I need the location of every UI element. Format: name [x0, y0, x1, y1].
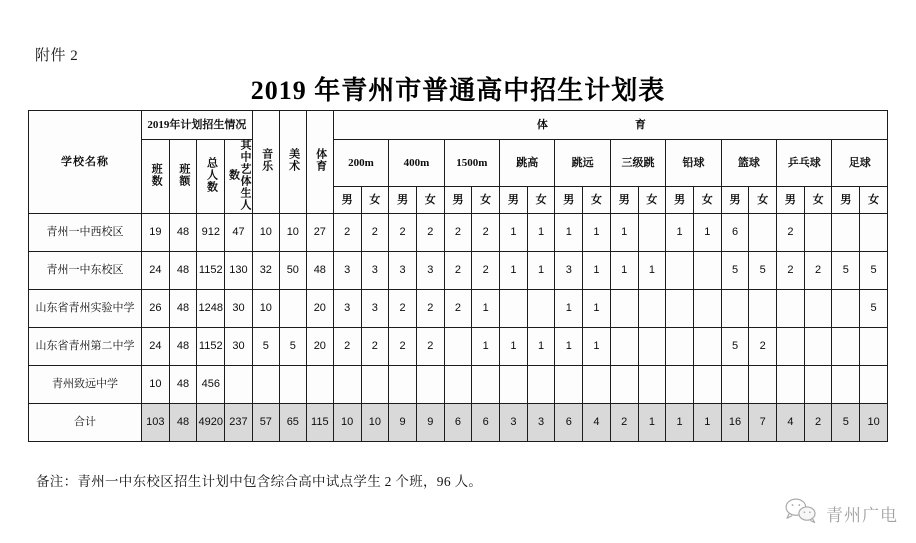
column-header-class-size-label: 班额	[177, 162, 190, 187]
sport-cell-18	[832, 214, 860, 252]
enrollment-plan-table-container	[28, 110, 888, 442]
column-header-sport-8: 乒乓球	[777, 140, 832, 187]
sport-cell-11	[638, 366, 666, 404]
total-students-cell: 912	[197, 214, 225, 252]
watermark	[784, 496, 898, 531]
column-header-sport-6-male: 男	[666, 187, 694, 214]
total-students-cell: 1152	[197, 252, 225, 290]
sport-cell-7: 1	[527, 328, 555, 366]
sport-cell-15	[749, 214, 777, 252]
sport-cell-9: 4	[583, 404, 611, 442]
sport-cell-8: 1	[555, 214, 583, 252]
column-header-sport-4-male: 男	[555, 187, 583, 214]
column-header-pe-label: 体育	[314, 148, 327, 173]
wechat-icon	[784, 496, 818, 531]
music-cell: 57	[252, 404, 279, 442]
column-header-art-sports-students	[225, 140, 253, 214]
sport-cell-18	[832, 366, 860, 404]
class-size-cell: 48	[169, 366, 197, 404]
art-sports-students-cell: 47	[225, 214, 253, 252]
column-header-sport-1: 400m	[389, 140, 444, 187]
pe-cell: 20	[306, 290, 333, 328]
classes-cell: 103	[142, 404, 170, 442]
sport-cell-8: 1	[555, 328, 583, 366]
column-header-sport-8-male: 男	[777, 187, 805, 214]
sport-cell-10: 1	[610, 252, 638, 290]
column-header-sport-3: 跳高	[500, 140, 555, 187]
sport-cell-18: 5	[832, 252, 860, 290]
sport-cell-9	[583, 366, 611, 404]
sport-cell-8: 6	[555, 404, 583, 442]
column-header-music-label: 音乐	[260, 148, 273, 173]
music-cell: 32	[252, 252, 279, 290]
sport-cell-9: 1	[583, 328, 611, 366]
sport-cell-19: 5	[860, 290, 888, 328]
column-header-sport-4: 跳远	[555, 140, 610, 187]
school-name-cell: 山东省青州实验中学	[29, 290, 142, 328]
sport-cell-2: 3	[389, 252, 417, 290]
sport-cell-13	[693, 252, 721, 290]
column-header-pe	[306, 111, 333, 214]
column-header-school-name: 学校名称	[29, 111, 142, 214]
sport-cell-16	[777, 328, 805, 366]
sport-cell-16: 4	[777, 404, 805, 442]
fine-art-cell: 5	[279, 328, 306, 366]
sport-cell-14	[721, 366, 749, 404]
sport-cell-10	[610, 290, 638, 328]
column-header-sport-9: 足球	[832, 140, 888, 187]
sport-cell-14	[721, 290, 749, 328]
column-header-sport-0-male: 男	[333, 187, 361, 214]
sport-cell-17: 2	[804, 252, 832, 290]
fine-art-cell	[279, 366, 306, 404]
column-header-fine-art-label: 美术	[287, 148, 300, 173]
total-students-cell: 1152	[197, 328, 225, 366]
footnote: 备注：青州一中东校区招生计划中包含综合高中试点学生 2 个班，96 人。	[36, 474, 483, 489]
watermark-label: 青州广电	[826, 506, 898, 525]
music-cell: 10	[252, 214, 279, 252]
column-header-sport-0-female: 女	[361, 187, 389, 214]
sport-cell-2: 9	[389, 404, 417, 442]
sport-cell-18: 5	[832, 404, 860, 442]
table-total-row	[29, 404, 888, 442]
sport-cell-5	[472, 366, 500, 404]
table-row	[29, 290, 888, 328]
sport-cell-2: 2	[389, 214, 417, 252]
column-header-sport-3-female: 女	[527, 187, 555, 214]
classes-cell: 19	[142, 214, 170, 252]
sport-cell-18	[832, 328, 860, 366]
sport-cell-19: 5	[860, 252, 888, 290]
sport-cell-12	[666, 328, 694, 366]
column-header-total-students	[197, 140, 225, 214]
sport-cell-8: 3	[555, 252, 583, 290]
sport-cell-10	[610, 328, 638, 366]
school-name-cell: 合计	[29, 404, 142, 442]
sport-cell-7	[527, 366, 555, 404]
sport-cell-7: 3	[527, 404, 555, 442]
art-sports-students-cell: 130	[225, 252, 253, 290]
total-students-cell: 4920	[197, 404, 225, 442]
sport-cell-1: 3	[361, 252, 389, 290]
classes-cell: 10	[142, 366, 170, 404]
table-row	[29, 214, 888, 252]
sport-cell-4: 2	[444, 214, 472, 252]
sport-cell-17	[804, 366, 832, 404]
column-header-sport-6: 铅球	[666, 140, 721, 187]
sport-cell-2	[389, 366, 417, 404]
sport-cell-12	[666, 252, 694, 290]
header-row-mid	[29, 140, 888, 187]
pe-cell: 48	[306, 252, 333, 290]
sport-cell-12	[666, 366, 694, 404]
column-header-sport-5: 三级跳	[610, 140, 665, 187]
sport-cell-9: 1	[583, 252, 611, 290]
fine-art-cell: 65	[279, 404, 306, 442]
table-row	[29, 328, 888, 366]
school-name-cell: 青州一中西校区	[29, 214, 142, 252]
sport-cell-5: 2	[472, 252, 500, 290]
sport-cell-4: 2	[444, 290, 472, 328]
art-sports-students-cell: 30	[225, 290, 253, 328]
sport-cell-19	[860, 328, 888, 366]
sport-cell-13: 1	[693, 214, 721, 252]
school-name-cell: 山东省青州第二中学	[29, 328, 142, 366]
music-cell	[252, 366, 279, 404]
sport-cell-12: 1	[666, 214, 694, 252]
sport-cell-0: 10	[333, 404, 361, 442]
class-size-cell: 48	[169, 252, 197, 290]
sport-cell-3	[416, 366, 444, 404]
classes-cell: 24	[142, 252, 170, 290]
column-header-art-sports-students-label: 其中艺体生人数	[227, 138, 251, 211]
column-header-sport-5-male: 男	[610, 187, 638, 214]
column-header-sport-7-male: 男	[721, 187, 749, 214]
column-header-sport-4-female: 女	[583, 187, 611, 214]
sport-cell-11: 1	[638, 252, 666, 290]
sport-cell-18	[832, 290, 860, 328]
classes-cell: 26	[142, 290, 170, 328]
sport-cell-14: 5	[721, 328, 749, 366]
fine-art-cell: 50	[279, 252, 306, 290]
sport-cell-16	[777, 290, 805, 328]
sport-cell-0: 2	[333, 328, 361, 366]
column-header-classes-label: 班数	[150, 162, 163, 187]
sport-cell-16: 2	[777, 252, 805, 290]
sport-cell-6: 1	[500, 328, 528, 366]
sport-cell-16: 2	[777, 214, 805, 252]
sport-cell-13	[693, 366, 721, 404]
music-cell: 10	[252, 290, 279, 328]
sport-cell-10: 1	[610, 214, 638, 252]
sport-cell-7	[527, 290, 555, 328]
sport-cell-5: 1	[472, 328, 500, 366]
column-header-class-size	[169, 140, 197, 214]
pe-cell	[306, 366, 333, 404]
sport-cell-1: 2	[361, 214, 389, 252]
sport-cell-11	[638, 214, 666, 252]
classes-cell: 24	[142, 328, 170, 366]
column-header-sport-2: 1500m	[444, 140, 499, 187]
class-size-cell: 48	[169, 404, 197, 442]
class-size-cell: 48	[169, 290, 197, 328]
sport-cell-6: 1	[500, 214, 528, 252]
sport-cell-3: 9	[416, 404, 444, 442]
sport-cell-13	[693, 290, 721, 328]
sport-cell-5: 2	[472, 214, 500, 252]
column-header-sport-8-female: 女	[804, 187, 832, 214]
sport-cell-0: 3	[333, 252, 361, 290]
sport-cell-13	[693, 328, 721, 366]
sport-cell-5: 1	[472, 290, 500, 328]
art-sports-students-cell	[225, 366, 253, 404]
column-header-sport-2-female: 女	[472, 187, 500, 214]
sport-cell-10	[610, 366, 638, 404]
art-sports-students-cell: 30	[225, 328, 253, 366]
sport-cell-19: 10	[860, 404, 888, 442]
column-header-sport-1-male: 男	[389, 187, 417, 214]
sport-cell-15	[749, 366, 777, 404]
table-row	[29, 252, 888, 290]
sport-cell-9: 1	[583, 214, 611, 252]
sport-cell-7: 1	[527, 252, 555, 290]
sport-cell-8	[555, 366, 583, 404]
sport-cell-0: 2	[333, 214, 361, 252]
sport-cell-17	[804, 214, 832, 252]
column-header-music	[252, 111, 279, 214]
sport-cell-11	[638, 290, 666, 328]
column-header-sport-0: 200m	[333, 140, 388, 187]
sport-cell-15	[749, 290, 777, 328]
class-size-cell: 48	[169, 214, 197, 252]
class-size-cell: 48	[169, 328, 197, 366]
sport-cell-1: 2	[361, 328, 389, 366]
sport-cell-14: 16	[721, 404, 749, 442]
sport-cell-6: 1	[500, 252, 528, 290]
sport-cell-3: 3	[416, 252, 444, 290]
sport-cell-4	[444, 366, 472, 404]
page-title: 2019 年青州市普通高中招生计划表	[250, 76, 666, 105]
sport-cell-16	[777, 366, 805, 404]
column-header-total-students-label: 总人数	[205, 156, 218, 193]
column-header-sport-3-male: 男	[500, 187, 528, 214]
column-header-sport-7: 篮球	[721, 140, 776, 187]
attachment-label: 附件 2	[35, 48, 79, 64]
table-header	[29, 111, 888, 214]
sport-cell-5: 6	[472, 404, 500, 442]
pe-cell: 27	[306, 214, 333, 252]
sport-cell-13: 1	[693, 404, 721, 442]
sport-cell-3: 2	[416, 214, 444, 252]
fine-art-cell	[279, 290, 306, 328]
school-name-cell: 青州一中东校区	[29, 252, 142, 290]
sport-cell-14: 5	[721, 252, 749, 290]
sport-cell-1: 10	[361, 404, 389, 442]
column-header-sport-2-male: 男	[444, 187, 472, 214]
sport-cell-1	[361, 366, 389, 404]
column-header-classes	[142, 140, 170, 214]
sport-cell-4: 2	[444, 252, 472, 290]
sport-cell-7: 1	[527, 214, 555, 252]
column-header-enrollment-group: 2019年计划招生情况	[142, 111, 253, 140]
school-name-cell: 青州致远中学	[29, 366, 142, 404]
column-header-sport-1-female: 女	[416, 187, 444, 214]
sport-cell-6	[500, 366, 528, 404]
sport-cell-9: 1	[583, 290, 611, 328]
sport-cell-15: 7	[749, 404, 777, 442]
music-cell: 5	[252, 328, 279, 366]
pe-cell: 20	[306, 328, 333, 366]
sport-cell-12: 1	[666, 404, 694, 442]
column-header-sport-9-female: 女	[860, 187, 888, 214]
column-header-fine-art	[279, 111, 306, 214]
sport-cell-12	[666, 290, 694, 328]
sport-cell-2: 2	[389, 328, 417, 366]
sport-cell-1: 3	[361, 290, 389, 328]
art-sports-students-cell: 237	[225, 404, 253, 442]
sport-cell-0	[333, 366, 361, 404]
sport-cell-2: 2	[389, 290, 417, 328]
sport-cell-17	[804, 290, 832, 328]
sport-cell-19	[860, 366, 888, 404]
sport-cell-4	[444, 328, 472, 366]
header-row-top	[29, 111, 888, 140]
sport-cell-19	[860, 214, 888, 252]
sport-cell-10: 2	[610, 404, 638, 442]
column-header-sport-5-female: 女	[638, 187, 666, 214]
table-body	[29, 214, 888, 442]
column-header-sports-group: 体 育	[333, 111, 887, 140]
sport-cell-11	[638, 328, 666, 366]
sport-cell-15: 5	[749, 252, 777, 290]
total-students-cell: 1248	[197, 290, 225, 328]
sport-cell-17: 2	[804, 404, 832, 442]
sport-cell-14: 6	[721, 214, 749, 252]
sport-cell-4: 6	[444, 404, 472, 442]
column-header-sport-9-male: 男	[832, 187, 860, 214]
total-students-cell: 456	[197, 366, 225, 404]
fine-art-cell: 10	[279, 214, 306, 252]
sport-cell-0: 3	[333, 290, 361, 328]
column-header-sport-6-female: 女	[693, 187, 721, 214]
sport-cell-15: 2	[749, 328, 777, 366]
sport-cell-11: 1	[638, 404, 666, 442]
table-row	[29, 366, 888, 404]
sport-cell-17	[804, 328, 832, 366]
sport-cell-6	[500, 290, 528, 328]
pe-cell: 115	[306, 404, 333, 442]
enrollment-plan-table	[28, 110, 888, 442]
sport-cell-3: 2	[416, 328, 444, 366]
sport-cell-8: 1	[555, 290, 583, 328]
sport-cell-3: 2	[416, 290, 444, 328]
sport-cell-6: 3	[500, 404, 528, 442]
column-header-sport-7-female: 女	[749, 187, 777, 214]
